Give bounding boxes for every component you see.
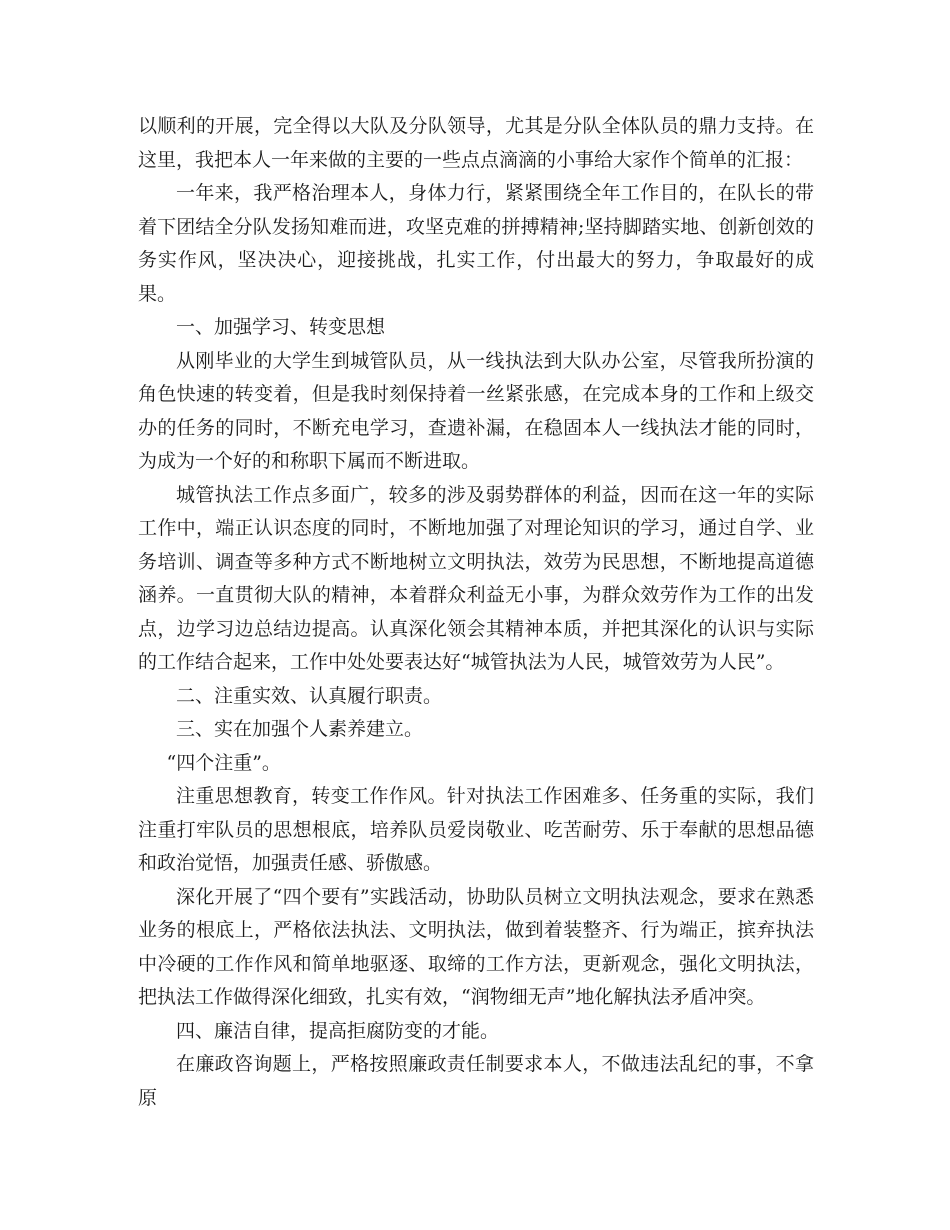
document-body (138, 110, 814, 1115)
paragraph-ideology-education: 注重思想教育，转变工作作风。针对执法工作困难多、任务重的实际，我们注重打牢队员的思想根底，培养队员爱岗敬业、吃苦耐劳、乐于奉献的思想品德和政治觉悟，加强责任感、骄傲感。 (138, 785, 814, 874)
paragraph-role-change: 从刚毕业的大学生到城管队员，从一线执法到大队办公室，尽管我所扮演的角色快速的转变着，但是我时刻保持着一丝紧张感，在完成本身的工作和上级交办的任务的同时，不断充电学习，查遗补漏，在稳固本人一线执法才能的同时，为成为一个好的和称职下属而不断进取。 (138, 349, 814, 472)
section-heading-3: 三、实在加强个人素养建立。 (176, 718, 424, 740)
paragraph-four-musts: 深化开展了“四个要有”实践活动，协助队员树立文明执法观念，要求在熟悉业务的根底上，严格依法执法、文明执法，做到着装整齐、行为端正，摈弃执法中冷硬的工作作风和简单地驱逐、取缔的工作方法，更新观念，强化文明执法，把执法工作做得深化细致，扎实有效，“润物细无声”地化解执法矛盾冲突。 (138, 885, 814, 1008)
subheading-four-focus: “四个注重”。 (166, 751, 281, 774)
paragraph-law-enforcement: 城管执法工作点多面广，较多的涉及弱势群体的利益，因而在这一年的实际工作中，端正认识态度的同时，不断地加强了对理论知识的学习，通过自学、业务培训、调查等多种方式不断地树立文明执法，效劳为民思想，不断地提高道德涵养。一直贯彻大队的精神，本着群众利益无小事，为群众效劳作为工作的出发点，边学习边总结边提高。认真深化领会其精神本质，并把其深化的认识与实际的工作结合起来，工作中处处要表达好“城管执法为人民，城管效劳为人民”。 (138, 483, 814, 673)
section-heading-4: 四、廉洁自律，提高拒腐防变的才能。 (176, 1019, 500, 1042)
paragraph-integrity: 在廉政咨询题上，严格按照廉政责任制要求本人，不做违法乱纪的事，不拿原 (138, 1053, 814, 1109)
section-heading-2: 二、注重实效、认真履行职责。 (176, 684, 443, 707)
paragraph-year-summary: 一年来，我严格治理本人，身体力行，紧紧围绕全年工作目的，在队长的带着下团结全分队发扬知难而进，攻坚克难的拼搏精神;坚持脚踏实地、创新创效的务实作风，坚决决心，迎接挑战，扎实工作，付出最大的努力，争取最好的成果。 (138, 182, 814, 305)
section-heading-1: 一、加强学习、转变思想 (176, 316, 386, 338)
paragraph-continuation: 以顺利的开展，完全得以大队及分队领导，尤其是分队全体队员的鼎力支持。在这里，我把本人一年来做的主要的一些点点滴滴的小事给大家作个简单的汇报： (138, 115, 814, 171)
